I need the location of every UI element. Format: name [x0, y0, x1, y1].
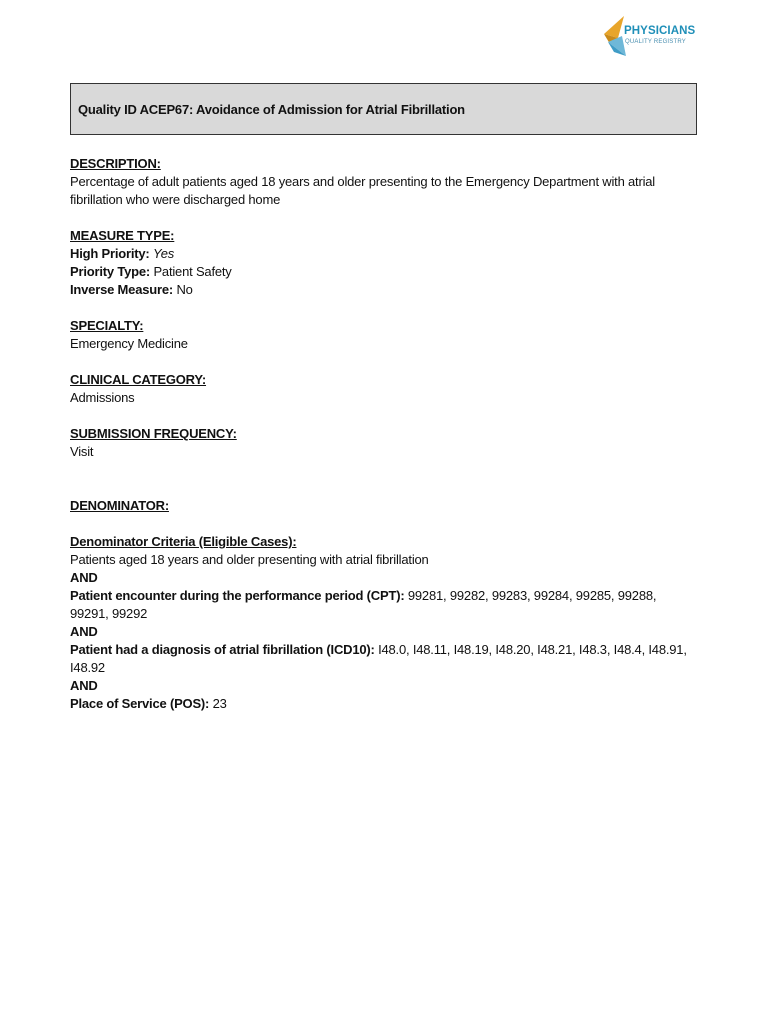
logo-arrow-icon — [602, 14, 626, 58]
logo-tagline: QUALITY REGISTRY — [625, 39, 686, 45]
icd10-codes: I48.0, I48.11, I48.19, I48.20, I48.21, I48.3, I48.4, I48.91, I48.92 — [70, 642, 687, 675]
submission-frequency-heading: SUBMISSION FREQUENCY: — [70, 426, 237, 441]
and-connector-2: AND — [70, 624, 98, 639]
measure-title: Quality ID ACEP67: Avoidance of Admission for Atrial Fibrillation — [78, 102, 465, 117]
physicians-quality-registry-logo — [602, 14, 712, 58]
cpt-codes: 99281, 99282, 99283, 99284, 99285, 99288, 99291, 99292 — [70, 588, 657, 621]
description-text: Percentage of adult patients aged 18 years and older presenting to the Emergency Department with atrial fibrillation who were discharged home — [70, 174, 655, 207]
measure-content — [70, 155, 698, 713]
denominator-criteria-text: Patients aged 18 years and older presenting with atrial fibrillation — [70, 552, 429, 567]
priority-type-label: Priority Type: — [70, 264, 151, 279]
cpt-row — [70, 587, 698, 623]
denominator-criteria-heading: Denominator Criteria (Eligible Cases): — [70, 534, 297, 549]
priority-type-row — [70, 263, 698, 281]
specialty-value: Emergency Medicine — [70, 336, 188, 351]
high-priority-row — [70, 245, 698, 263]
inverse-measure-value: No — [176, 282, 193, 297]
and-connector-3: AND — [70, 678, 98, 693]
specialty-heading: SPECIALTY: — [70, 318, 144, 333]
submission-frequency-value: Visit — [70, 444, 94, 459]
pos-value: 23 — [212, 696, 227, 711]
description-heading: DESCRIPTION: — [70, 156, 161, 171]
high-priority-label: High Priority: — [70, 246, 150, 261]
measure-title-box — [70, 83, 697, 135]
clinical-category-value: Admissions — [70, 390, 135, 405]
and-connector-1: AND — [70, 570, 98, 585]
icd10-label: Patient had a diagnosis of atrial fibrillation (ICD10): — [70, 642, 375, 657]
inverse-measure-row — [70, 281, 698, 299]
inverse-measure-label: Inverse Measure: — [70, 282, 174, 297]
clinical-category-heading: CLINICAL CATEGORY: — [70, 372, 207, 387]
pos-label: Place of Service (POS): — [70, 696, 210, 711]
pos-row — [70, 695, 698, 713]
logo-wordmark: PHYSICIANS — [624, 25, 696, 37]
measure-type-heading: MEASURE TYPE: — [70, 228, 175, 243]
priority-type-value: Patient Safety — [153, 264, 232, 279]
icd10-row — [70, 641, 698, 677]
high-priority-value: Yes — [152, 246, 175, 261]
cpt-label: Patient encounter during the performance period (CPT): — [70, 588, 405, 603]
denominator-heading: DENOMINATOR: — [70, 498, 169, 513]
